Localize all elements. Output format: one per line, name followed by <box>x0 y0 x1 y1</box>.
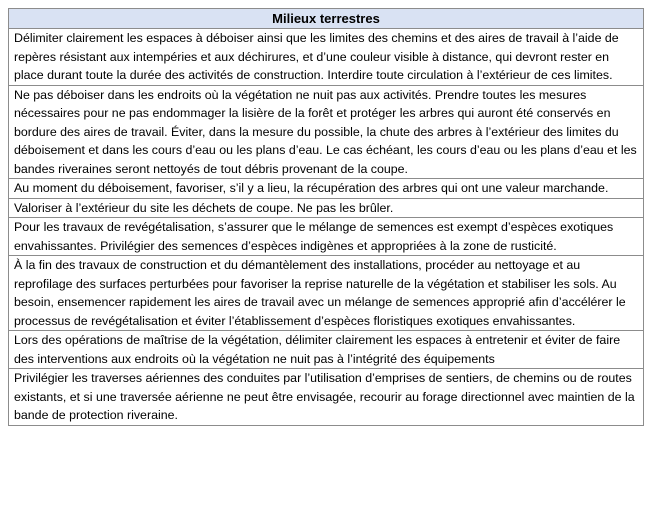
table-row <box>9 256 644 331</box>
table-cell: Pour les travaux de revégétalisation, s’assurer que le mélange de semences est exempt d’espèces exotiques envahissantes. Privilégier des semences d’espèces indigènes et appropriées à la zone de rusticité. <box>9 218 644 256</box>
table-row <box>9 218 644 256</box>
table-cell: Valoriser à l’extérieur du site les déchets de coupe. Ne pas les brûler. <box>9 198 644 218</box>
table-row <box>9 179 644 199</box>
table-cell: Lors des opérations de maîtrise de la végétation, délimiter clairement les espaces à entretenir et éviter de faire des interventions aux endroits où la végétation ne nuit pas à l’intégrité des équipements <box>9 331 644 369</box>
table-header: Milieux terrestres <box>9 9 644 29</box>
table-row <box>9 198 644 218</box>
measures-table <box>8 8 644 426</box>
table-row <box>9 29 644 86</box>
table-row <box>9 85 644 179</box>
table-header-row <box>9 9 644 29</box>
table-cell: Délimiter clairement les espaces à déboiser ainsi que les limites des chemins et des aires de travail à l’aide de repères résistant aux intempéries et aux déchirures, et d’une couleur visible à distance, qui devront rester en place durant toute la durée des activités de construction. Interdire toute circulation à l’extérieur de ces limites. <box>9 29 644 86</box>
table-cell: Ne pas déboiser dans les endroits où la végétation ne nuit pas aux activités. Prendre toutes les mesures nécessaires pour ne pas endommager la lisière de la forêt et protéger les arbres qui auront été conservés en bordure des aires de travail. Éviter, dans la mesure du possible, la chute des arbres à l’extérieur des limites du déboisement et dans les cours d’eau ou les plans d’eau. Le cas échéant, les cours d’eau ou les plans d’eau et les bandes riveraines seront nettoyés de tout débris provenant de la coupe. <box>9 85 644 179</box>
table-cell: À la fin des travaux de construction et du démantèlement des installations, procéder au nettoyage et au reprofilage des surfaces perturbées pour favoriser la reprise naturelle de la végétation et stabiliser les sols. Au besoin, ensemencer rapidement les aires de travail avec un mélange de semences approprié afin d’accélérer le processus de revégétalisation et éviter l’établissement d’espèces floristiques exotiques envahissantes. <box>9 256 644 331</box>
table-cell: Au moment du déboisement, favoriser, s’il y a lieu, la récupération des arbres qui ont une valeur marchande. <box>9 179 644 199</box>
table-row <box>9 331 644 369</box>
measures-table-container <box>8 8 644 426</box>
table-cell: Privilégier les traverses aériennes des conduites par l’utilisation d’emprises de sentiers, de chemins ou de routes existants, et si une traversée aérienne ne peut être envisagée, recourir au forage directionnel avec maintien de la bande de protection riveraine. <box>9 369 644 426</box>
table-row <box>9 369 644 426</box>
